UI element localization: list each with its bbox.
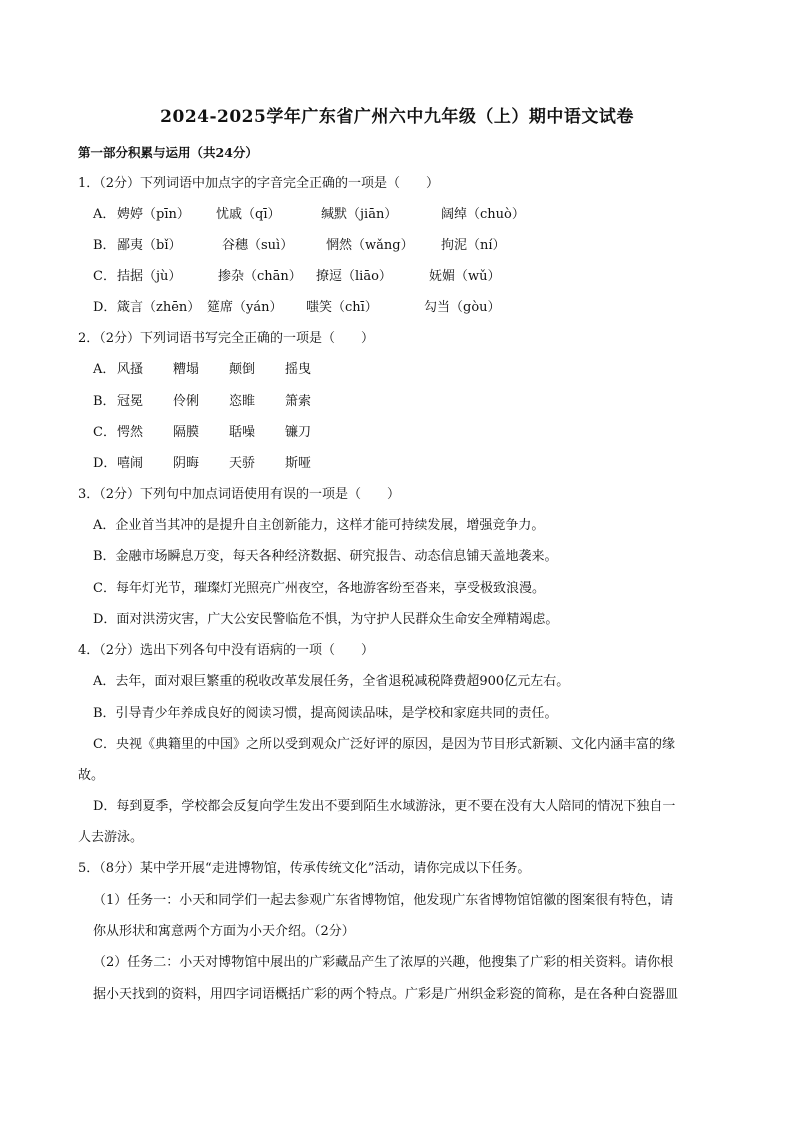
option-label: C．: [93, 425, 116, 440]
question-2-stem: 2．（2分）下列词语书写完全正确的一项是（ ）: [78, 331, 375, 346]
option-word: 嗤笑（chī）: [306, 300, 378, 315]
question-3-option-b: B．金融市场瞬息万变，每天各种经济数据、研究报告、动态信息铺天盖地袭来。: [93, 549, 558, 564]
option-word: 忧戚（qī）: [216, 207, 281, 222]
option-word: 聒噪: [229, 425, 256, 440]
question-4-stem: 4．（2分）选出下列各句中没有语病的一项（ ）: [78, 643, 375, 658]
option-label: D．: [93, 300, 117, 315]
option-word: 缄默（jiān）: [321, 207, 398, 222]
option-word: 斯哑: [285, 456, 312, 471]
option-word: 拘泥（ní）: [441, 238, 506, 253]
option-word: 愕然: [117, 425, 144, 440]
question-5-stem: 5．（8分）某中学开展“走进博物馆，传承传统文化”活动，请你完成以下任务。: [78, 861, 531, 876]
option-word: 妩媚（wǔ）: [429, 269, 501, 284]
question-4-option-c-line1: C．央视《典籍里的中国》之所以受到观众广泛好评的原因，是因为节目形式新颖、文化内涵丰富的缘: [93, 737, 675, 752]
option-word: 勾当（gòu）: [424, 300, 501, 315]
option-word: 镰刀: [285, 425, 312, 440]
option-word: 天骄: [229, 456, 256, 471]
option-word: 惘然（wǎng）: [326, 238, 414, 253]
question-3-option-a: A．企业首当其冲的是提升自主创新能力，这样才能可持续发展，增强竞争力。: [93, 518, 545, 533]
option-word: 糟塌: [173, 362, 200, 377]
option-label: B．: [93, 394, 116, 409]
option-word: 掺杂（chān）: [218, 269, 302, 284]
option-word: 隔膜: [173, 425, 200, 440]
question-5-task-2-line1: （2）任务二：小天对博物馆中展出的广彩藏品产生了浓厚的兴趣，他搜集了广彩的相关资料。请你根: [93, 955, 674, 970]
question-3-option-d: D．面对洪涝灾害，广大公安民警临危不惧，为守护人民群众生命安全殚精竭虑。: [93, 612, 559, 627]
option-word: 伶俐: [173, 394, 200, 409]
question-5-task-2-line2: 据小天找到的资料，用四字词语概括广彩的两个特点。广彩是广州织金彩瓷的简称，是在各种白瓷器皿: [93, 987, 679, 1002]
option-word: 鄙夷（bǐ）: [117, 238, 182, 253]
question-4-option-d-line2: 人去游泳。: [78, 830, 144, 845]
question-4-option-d-line1: D．每到夏季，学校都会反复向学生发出不要到陌生水域游泳，更不要在没有大人陪同的情况下独自一: [93, 799, 676, 814]
question-5-task-1-line1: （1）任务一：小天和同学们一起去参观广东省博物馆，他发现广东省博物馆馆徽的图案很有特色，请: [93, 893, 674, 908]
question-4-option-c-line2: 故。: [78, 768, 105, 783]
option-word: 摇曳: [285, 362, 312, 377]
option-label: A．: [93, 207, 116, 222]
option-word: 阴晦: [173, 456, 200, 471]
option-word: 恣睢: [229, 394, 256, 409]
option-word: 娉婷（pīn）: [117, 207, 190, 222]
option-word: 风搔: [117, 362, 144, 377]
option-word: 谷穗（suì）: [222, 238, 294, 253]
option-label: B．: [93, 238, 116, 253]
option-label: C．: [93, 269, 116, 284]
section-heading: 第一部分积累与运用（共24分）: [78, 145, 258, 160]
exam-title: 2024-2025学年广东省广州六中九年级（上）期中语文试卷: [160, 107, 634, 127]
option-word: 箴言（zhēn）: [117, 300, 201, 315]
option-word: 箫索: [285, 394, 312, 409]
option-word: 阔绰（chuò）: [441, 207, 525, 222]
option-word: 颠倒: [229, 362, 256, 377]
question-3-stem: 3．（2分）下列句中加点词语使用有误的一项是（ ）: [78, 487, 401, 502]
option-word: 筵席（yán）: [207, 300, 283, 315]
question-4-option-a: A．去年，面对艰巨繁重的税收改革发展任务，全省退税减税降费超900亿元左右。: [93, 674, 570, 689]
question-4-option-b: B．引导青少年养成良好的阅读习惯，提高阅读品味，是学校和家庭共同的责任。: [93, 706, 558, 721]
option-word: 撩逗（liāo）: [316, 269, 392, 284]
option-word: 嘻闹: [117, 456, 144, 471]
option-label: A．: [93, 362, 116, 377]
question-1-stem: 1．（2分）下列词语中加点字的字音完全正确的一项是（ ）: [78, 176, 440, 191]
option-word: 冠冕: [117, 394, 144, 409]
question-5-task-1-line2: 你从形状和寓意两个方面为小天介绍。（2分）: [93, 924, 355, 939]
question-3-option-c: C．每年灯光节，璀璨灯光照亮广州夜空，各地游客纷至沓来，享受极致浪漫。: [93, 581, 545, 596]
option-label: D．: [93, 456, 117, 471]
option-word: 拮据（jù）: [117, 269, 182, 284]
